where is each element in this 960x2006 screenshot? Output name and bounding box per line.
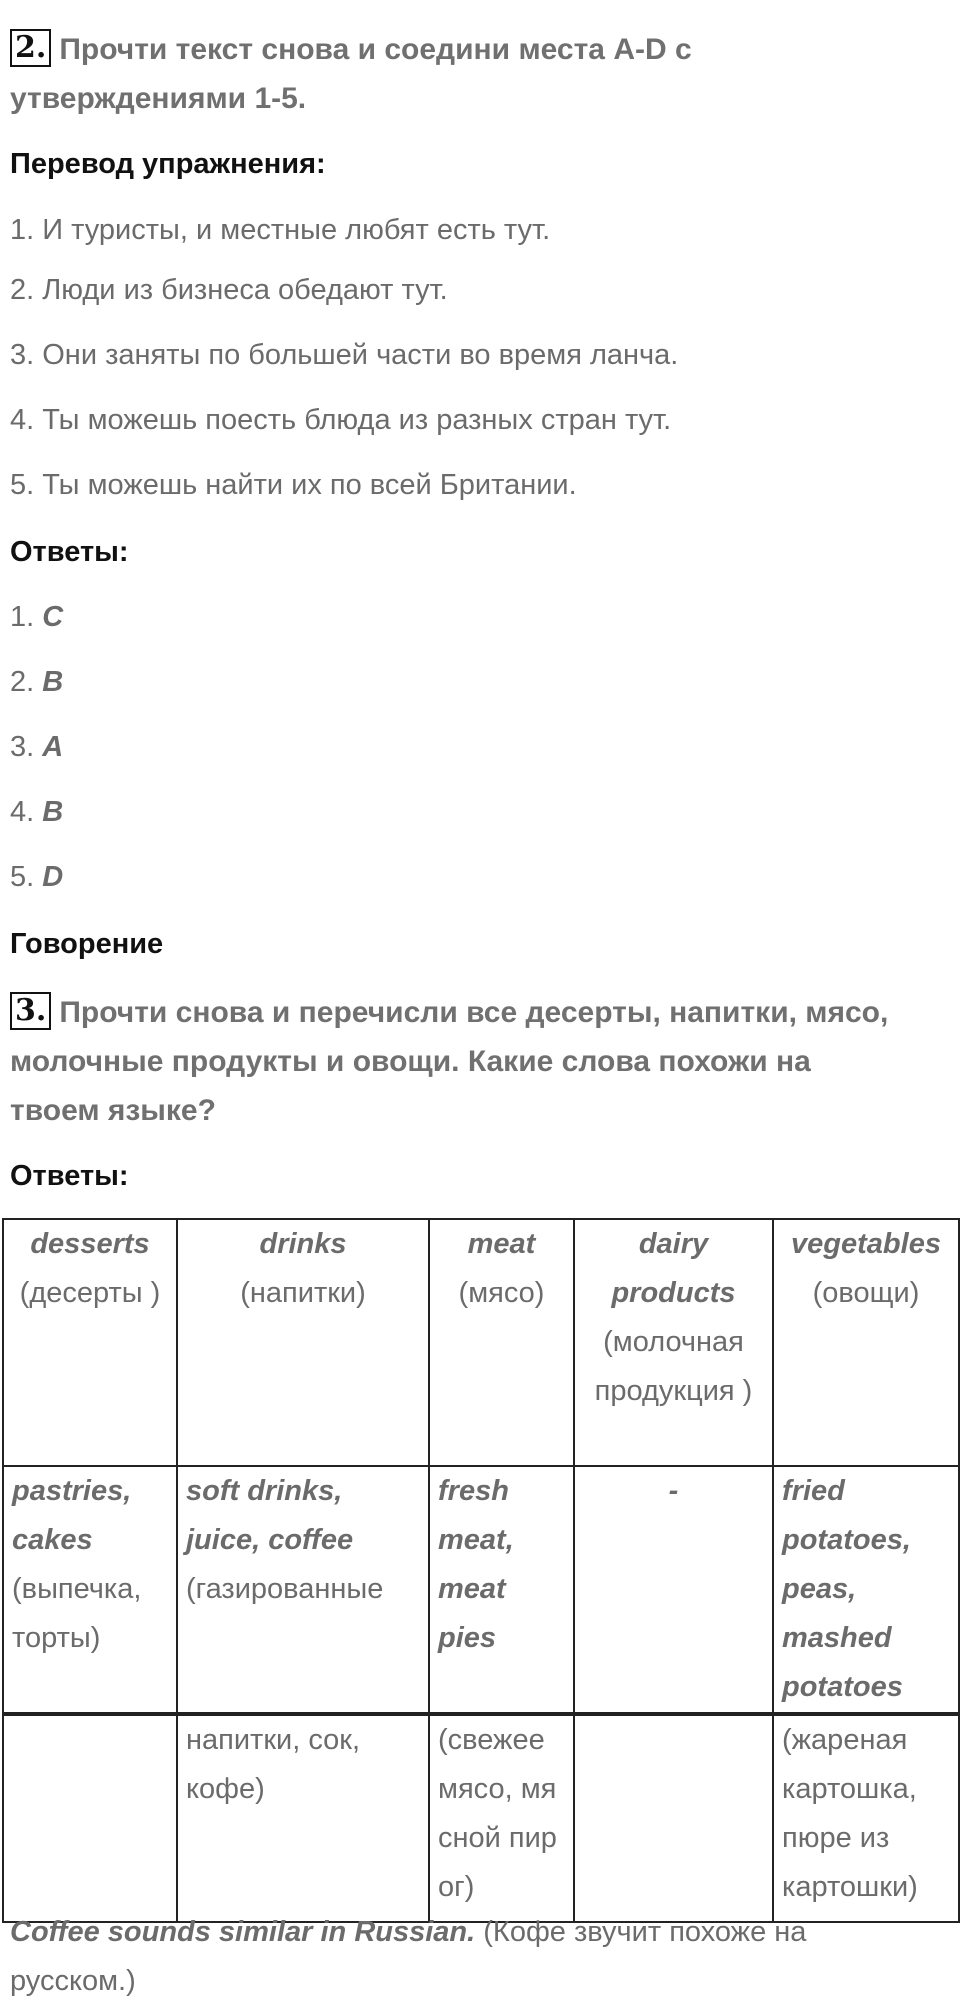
answers-heading: Ответы: — [10, 536, 129, 568]
cell-drinks: soft drinks, juice, coffee (газированные — [177, 1466, 429, 1714]
statement-5: 5. Ты можешь найти их по всей Британии. — [10, 469, 577, 501]
footer-note-ru: (Кофе звучит похоже на русском.) — [10, 1916, 807, 1997]
answer-1-letter: C — [42, 601, 64, 633]
answers-heading-2: Ответы: — [10, 1160, 129, 1192]
answer-3-letter: A — [42, 731, 64, 763]
food-categories-table — [2, 1218, 960, 1923]
task-2-title-line2: утверждениями 1-5. — [10, 82, 307, 115]
answer-4-letter: B — [42, 796, 64, 828]
task-3-title — [10, 988, 888, 1037]
header-cell-vegetables: vegetables (овощи) — [773, 1219, 959, 1466]
cell-meat-cont: (свежее мясо, мясной пирог) — [429, 1714, 574, 1922]
table-row — [3, 1714, 959, 1922]
task-3-title-line3: твоем языке? — [10, 1094, 216, 1127]
header-cell-desserts: desserts (десерты ) — [3, 1219, 177, 1466]
table-header-row — [3, 1219, 959, 1466]
cell-desserts-cont — [3, 1714, 177, 1922]
cell-drinks-cont: напитки, сок, кофе) — [177, 1714, 429, 1922]
cell-dairy: - — [574, 1466, 773, 1714]
answer-4-num: 4. — [10, 796, 35, 828]
answer-2-num: 2. — [10, 666, 35, 698]
statement-3: 3. Они заняты по большей части во время ланча. — [10, 339, 679, 371]
task-2-title — [10, 25, 692, 74]
answer-2 — [10, 658, 63, 707]
footer-note-en: Coffee sounds similar in Russian. — [10, 1916, 476, 1948]
statement-4: 4. Ты можешь поесть блюда из разных стран тут. — [10, 404, 672, 436]
task-2-title-line1: Прочти текст снова и соедини места A-D с — [59, 33, 692, 66]
task-3-title-line1: Прочти снова и перечисли все десерты, напитки, мясо, — [59, 996, 889, 1029]
header-cell-dairy: dairy products (молочная продукция ) — [574, 1219, 773, 1466]
statement-1: 1. И туристы, и местные любят есть тут. — [10, 214, 551, 246]
translation-heading: Перевод упражнения: — [10, 148, 326, 180]
statement-2: 2. Люди из бизнеса обедают тут. — [10, 274, 448, 306]
answer-1-num: 1. — [10, 601, 35, 633]
cell-dairy-cont — [574, 1714, 773, 1922]
answer-4 — [10, 788, 63, 837]
header-cell-meat: meat (мясо) — [429, 1219, 574, 1466]
answer-3 — [10, 723, 63, 772]
cell-meat: fresh meat, meat pies — [429, 1466, 574, 1714]
table-row — [3, 1466, 959, 1714]
answer-2-letter: B — [42, 666, 64, 698]
cell-vegetables: fried potatoes, peas, mashed potatoes — [773, 1466, 959, 1714]
answer-3-num: 3. — [10, 731, 35, 763]
speaking-heading: Говорение — [10, 928, 164, 960]
task-3-number: 3. — [10, 992, 51, 1030]
answer-5-letter: D — [42, 861, 64, 893]
answer-5 — [10, 853, 63, 902]
cell-desserts: pastries, cakes (выпечка, торты) — [3, 1466, 177, 1714]
answer-1 — [10, 593, 63, 642]
header-cell-drinks: drinks (напитки) — [177, 1219, 429, 1466]
task-2-number: 2. — [10, 29, 51, 67]
footer-note — [10, 1908, 940, 2006]
cell-vegetables-cont: (жареная картошка, пюре из картошки) — [773, 1714, 959, 1922]
answer-5-num: 5. — [10, 861, 35, 893]
task-3-title-line2: молочные продукты и овощи. Какие слова похожи на — [10, 1045, 811, 1078]
